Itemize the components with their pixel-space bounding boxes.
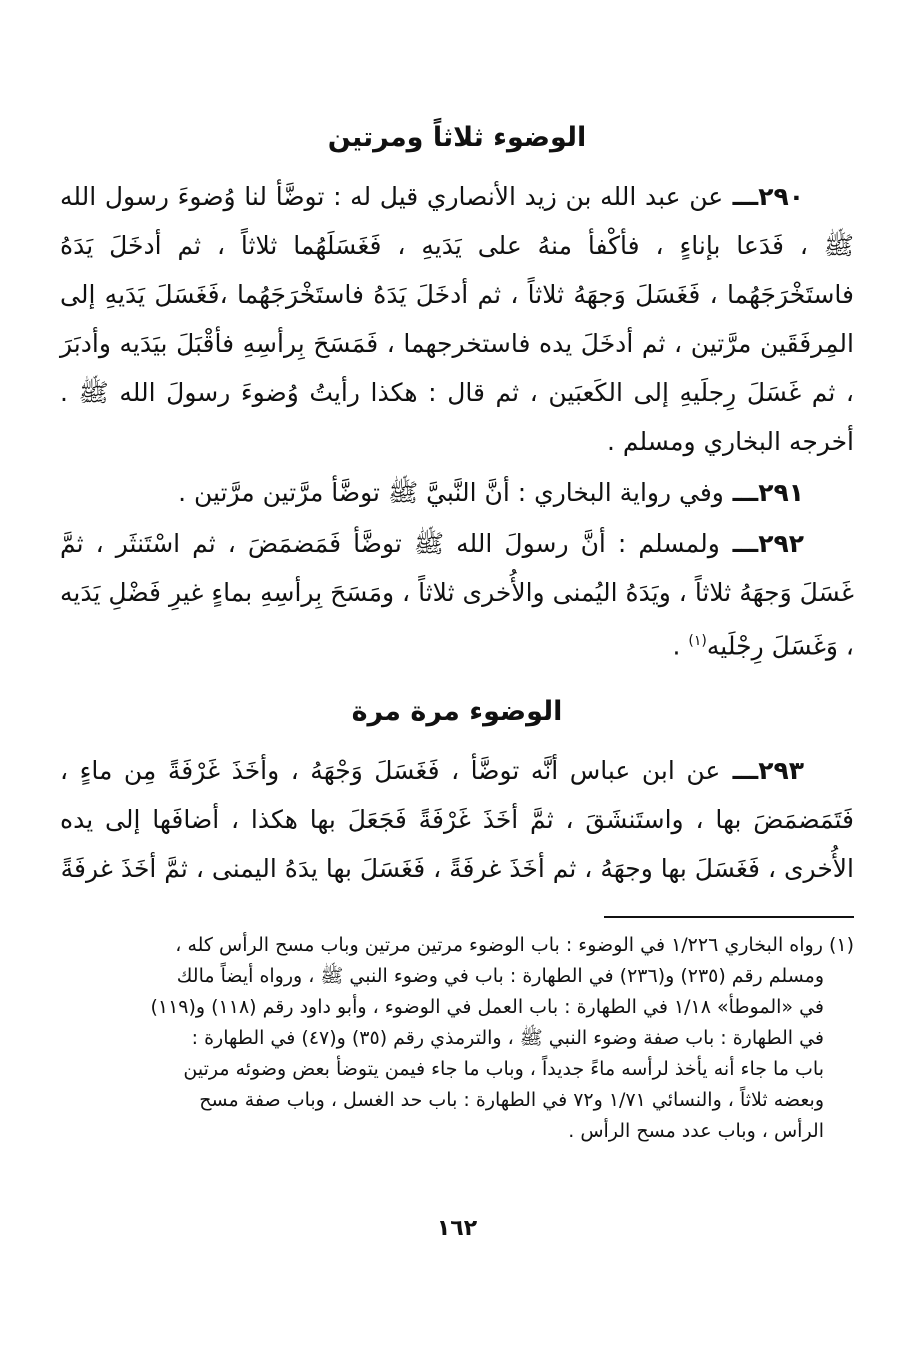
hadith-text-tail: . bbox=[672, 631, 689, 661]
hadith-text: عن ابن عباس أنَّه توضَّأ ، فَغَسَلَ وَجْهَهُ ، وأخَذَ غَرْفَةً مِن ماءٍ ، فَتَمَضمَضَ بها ، واستَنشَقَ ، ثمَّ أخَذَ غَرْفَةً فَجَعَلَ بها هكذا ، أضافَها إلى يده الأُخرى ، فَغَسَلَ بها وجهَهُ ، ثم أخَذَ غرفَةً ، فَغَسَلَ بها يدَهُ اليمنى ، ثمَّ أخَذَ غرفَةً bbox=[60, 756, 854, 884]
footnote-line: باب ما جاء أنه يأخذ لرأسه ماءً جديداً ، وباب ما جاء فيمن يتوضأ بعض وضوئه مرتين bbox=[183, 1058, 824, 1080]
hadith-number: ٢٩٣ bbox=[758, 756, 804, 786]
footnote-marker: (١) bbox=[828, 934, 854, 956]
footnote-line: ومسلم رقم (٢٣٥) و(٢٣٦) في الطهارة : باب في وضوء النبي ﷺ ، ورواه أيضاً مالك bbox=[176, 965, 824, 987]
hadith-text: ولمسلم : أنَّ رسولَ الله ﷺ توضَّأ فَمَضمَضَ ، ثم اسْتَنثَر ، ثمَّ غَسَلَ وَجهَهُ ثلاثاً ، ويَدَهُ اليُمنى والأُخرى ثلاثاً ، ومَسَحَ بِرأسِهِ بماءٍ غيرِ فَضْلِ يَدَيه ، وَغَسَلَ رِجْلَيه bbox=[60, 529, 854, 661]
page-number: ١٦٢ bbox=[436, 1216, 478, 1241]
section-1 bbox=[60, 118, 854, 670]
footnote-line: في «الموطأ» ١/١٨ في الطهارة : باب العمل في الوضوء ، وأبو داود رقم (١١٨) و(١١٩) bbox=[150, 996, 824, 1018]
footnotes bbox=[60, 930, 854, 1147]
hadith-number: ٢٩١ bbox=[758, 478, 804, 507]
book-page bbox=[60, 100, 854, 1330]
footnote-line bbox=[60, 930, 854, 961]
dash-separator: ـــ bbox=[723, 182, 759, 211]
hadith-293 bbox=[60, 746, 854, 893]
hadith-291 bbox=[60, 468, 854, 517]
section-2 bbox=[60, 692, 854, 893]
hadith-292 bbox=[60, 519, 854, 670]
footnote-reference[interactable]: (١) bbox=[688, 633, 707, 649]
dash-separator: ـــ bbox=[719, 529, 759, 558]
footnote-divider bbox=[604, 916, 854, 918]
hadith-text: عن عبد الله بن زيد الأنصاري قيل له : توضَّأ لنا وُضوءَ رسول الله ﷺ ، فَدَعا بإناءٍ ، فأكْفأ منهُ على يَدَيهِ ، فَغَسَلَهُما ثلاثاً ، ثم أدخَلَ يَدَهُ فاستَخْرَجَهُما ، فَغَسَلَ وَجهَهُ ثلاثاً ، ثم أدخَلَ يَدَهُ فاستَخْرَجَهُما ،فَغَسَلَ يَدَيهِ إلى المِرفَقَين مرَّتين ، ثم أدخَلَ يده فاستخرجهما ، فَمَسَحَ بِرأسِهِ فأقْبَلَ بيَدَيه وأدبَرَ ، ثم غَسَلَ رِجلَيهِ إلى الكَعبَين ، ثم قال : هكذا رأيتُ وُضوءَ رسولَ الله ﷺ . أخرجه البخاري ومسلم . bbox=[60, 182, 854, 456]
footnote-line: في الطهارة : باب صفة وضوء النبي ﷺ ، والترمذي رقم (٣٥) و(٤٧) في الطهارة : bbox=[191, 1027, 824, 1049]
hadith-290 bbox=[60, 172, 854, 466]
footnote-line: وبعضه ثلاثاً ، والنسائي ١/٧١ و٧٢ في الطهارة : باب حد الغسل ، وباب صفة مسح bbox=[199, 1089, 824, 1111]
dash-separator: ـــ bbox=[720, 756, 759, 786]
hadith-number: ٢٩٠ bbox=[758, 182, 804, 211]
footnote-line: الرأس ، وباب عدد مسح الرأس . bbox=[568, 1120, 824, 1142]
footnote-text: رواه البخاري ١/٢٢٦ في الوضوء : باب الوضوء مرتين مرتين وباب مسح الرأس كله ، bbox=[175, 934, 823, 956]
section-heading: الوضوء ثلاثاً ومرتين bbox=[327, 122, 587, 153]
hadith-text: وفي رواية البخاري : أنَّ النَّبيَّ ﷺ توضَّأ مرَّتين مرَّتين . bbox=[178, 478, 724, 507]
section-heading: الوضوء مرة مرة bbox=[351, 696, 563, 728]
dash-separator: ـــ bbox=[723, 478, 759, 507]
hadith-number: ٢٩٢ bbox=[758, 529, 804, 558]
